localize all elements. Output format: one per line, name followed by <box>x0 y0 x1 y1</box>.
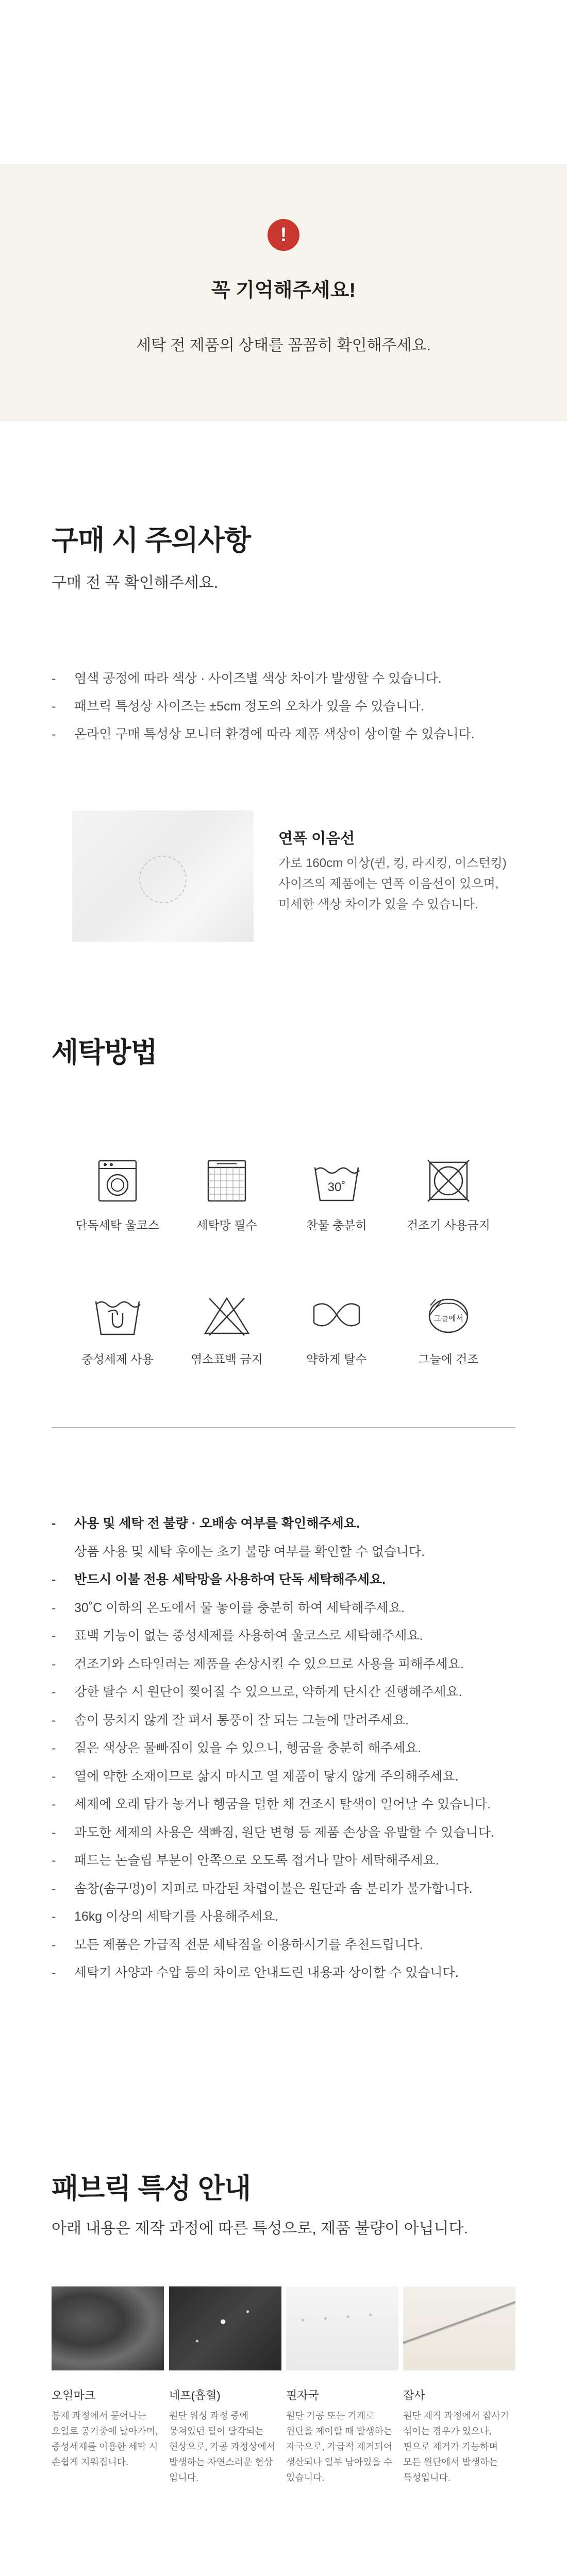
fabric-card-desc: 원단 워싱 과정 중에 뭉쳐있던 털이 탈각되는 현상으로, 가공 과정상에서 발생하는 자연스러운 현상 입니다. <box>169 2411 276 2483</box>
care-note: - 반드시 이불 전용 세탁망을 사용하여 단독 세탁해주세요. <box>52 1566 494 1594</box>
care-note: - 솜창(솜구멍)이 지퍼로 마감된 차렵이불은 원단과 솜 분리가 불가합니다. <box>52 1875 494 1903</box>
care-note: - 16kg 이상의 세탁기를 사용해주세요. <box>52 1903 494 1931</box>
wash-icon-label: 염소표백 금지 <box>191 1352 263 1366</box>
wash-icon-cell <box>175 1159 278 1233</box>
shade-dry-icon <box>425 1293 472 1336</box>
wash-icon-label: 단독세탁 울코스 <box>76 1218 159 1232</box>
wash-icon-cell <box>285 1293 388 1367</box>
seam-description: 가로 160cm 이상(퀸, 킹, 라지킹, 이스턴킹) 사이즈의 제품에는 연폭 이음선이 있으며, 미세한 색상 차이가 있을 수 있습니다. <box>278 856 507 911</box>
wash-icon-cell <box>285 1159 388 1233</box>
fabric-card <box>169 2286 281 2485</box>
nep-photo <box>169 2286 281 2370</box>
fabric-card-name: 네프(흡혈) <box>169 2389 221 2402</box>
wash-icon-cell <box>66 1159 169 1233</box>
fabric-card-desc: 봉제 과정에서 묻어나는 오일로 공기중에 날아가며, 중성세제를 이용한 세탁 시 손쉽게 지워집니다. <box>52 2411 158 2467</box>
notice-subtitle: 세탁 전 제품의 상태를 꼼꼼히 확인해주세요. <box>136 337 431 354</box>
list-item: - 염색 공정에 따라 색상 · 사이즈별 색상 차이가 발생할 수 있습니다. <box>52 665 475 692</box>
washing-machine-icon <box>97 1159 138 1202</box>
divider <box>52 1427 515 1428</box>
purchase-subtitle: 구매 전 꼭 확인해주세요. <box>52 574 219 591</box>
wash-temperature: 30˚ <box>327 1180 346 1194</box>
care-note: - 패드는 논슬립 부분이 안쪽으로 오도록 접거나 말아 세탁해주세요. <box>52 1846 494 1875</box>
fabric-card <box>403 2286 515 2485</box>
wash-icon-label: 세탁망 필수 <box>196 1218 257 1232</box>
wash-icon-cell <box>397 1159 500 1233</box>
fabric-card-name: 오일마크 <box>52 2389 96 2402</box>
shade-dry-text: 그늘에서 <box>433 1314 463 1323</box>
fabric-card-name: 핀자국 <box>286 2389 319 2402</box>
care-notes <box>52 1510 494 1987</box>
exclamation-icon: ! <box>268 219 299 251</box>
gentle-wring-icon <box>311 1293 362 1336</box>
purchase-notes <box>52 665 475 748</box>
fabric-card-desc: 원단 가공 또는 기계로 원단을 제어할 때 발생하는 자국으로, 가급적 제거되어 생산되나 일부 남아있을 수 있습니다. <box>286 2411 393 2483</box>
wash-icon-cell <box>397 1293 500 1367</box>
fabric-subtitle: 아래 내용은 제작 과정에 따른 특성으로, 제품 불량이 아닙니다. <box>52 2220 468 2237</box>
list-item: - 패브릭 특성상 사이즈는 ±5cm 정도의 오차가 있을 수 있습니다. <box>52 692 475 720</box>
notice-title: 꼭 기억해주세요! <box>211 280 356 301</box>
wash-icon-label: 약하게 탈수 <box>306 1352 367 1366</box>
wash-icon-label: 찬물 충분히 <box>306 1218 367 1232</box>
care-note: - 모든 제품은 가급적 전문 세탁점을 이용하시기를 추천드립니다. <box>52 1931 494 1959</box>
wash-icon-cell <box>175 1293 278 1367</box>
no-tumble-dry-icon <box>427 1159 470 1202</box>
care-note: - 사용 및 세탁 전 불량 · 오배송 여부를 확인해주세요. <box>52 1510 494 1538</box>
care-note: - 표백 기능이 없는 중성세제를 사용하여 울코스로 세탁해주세요. <box>52 1622 494 1650</box>
care-note: - 세탁기 사양과 수압 등의 차이로 안내드린 내용과 상이할 수 있습니다. <box>52 1959 494 1987</box>
wash-icon-label: 건조기 사용금지 <box>407 1218 490 1232</box>
care-note: - 30˚C 이하의 온도에서 물 놓이를 충분히 하여 세탁해주세요. <box>52 1594 494 1622</box>
neutral-detergent-icon <box>94 1293 141 1336</box>
list-item: - 온라인 구매 특성상 모니터 환경에 따라 제품 색상이 상이할 수 있습니다. <box>52 720 475 748</box>
wash-icon-label: 중성세제 사용 <box>81 1352 154 1366</box>
fabric-card-desc: 원단 제직 과정에서 잡사가 섞이는 경우가 있으나, 핀으로 제거가 가능하며 모든 원단에서 발생하는 특성입니다. <box>403 2411 510 2483</box>
care-note: - 건조기와 스타일러는 제품을 손상시킬 수 있으므로 사용을 피해주세요. <box>52 1650 494 1679</box>
care-note: 상품 사용 및 세탁 후에는 초기 불량 여부를 확인할 수 없습니다. <box>74 1544 425 1559</box>
no-bleach-icon <box>202 1293 252 1336</box>
fabric-card <box>286 2286 398 2485</box>
wash-30-icon <box>313 1159 360 1202</box>
fabric-title: 패브릭 특성 안내 <box>52 2173 251 2204</box>
laundry-net-icon <box>207 1159 247 1202</box>
fabric-card-name: 잡사 <box>403 2389 425 2402</box>
seam-title: 연폭 이음선 <box>278 831 355 847</box>
pin-mark-photo <box>286 2286 398 2370</box>
care-note: - 과도한 세제의 사용은 색빠짐, 원단 변형 등 제품 손상을 유발할 수 있습니다. <box>52 1819 494 1847</box>
care-note: - 강한 탈수 시 원단이 찢어질 수 있으므로, 약하게 단시간 진행해주세요. <box>52 1678 494 1706</box>
care-note: - 짙은 색상은 물빠짐이 있을 수 있으니, 헹굼을 충분히 해주세요. <box>52 1734 494 1762</box>
oil-mark-photo <box>52 2286 164 2370</box>
wash-icon-cell <box>66 1293 169 1367</box>
wash-icon-label: 그늘에 건조 <box>418 1352 479 1366</box>
care-note: - 열에 약한 소재이므로 삶지 마시고 열 제품이 닿지 않게 주의해주세요. <box>52 1762 494 1791</box>
purchase-title: 구매 시 주의사항 <box>52 525 251 556</box>
seam-photo <box>72 810 254 942</box>
care-note: - 솜이 뭉치지 않게 잘 펴서 통풍이 잘 되는 그늘에 말려주세요. <box>52 1706 494 1735</box>
slub-yarn-photo <box>403 2286 515 2370</box>
care-note: - 세제에 오래 담가 놓거나 헹굼을 덜한 채 건조시 탈색이 일어날 수 있습니다. <box>52 1790 494 1819</box>
washing-title: 세탁방법 <box>52 1037 157 1068</box>
fabric-card <box>52 2286 164 2470</box>
